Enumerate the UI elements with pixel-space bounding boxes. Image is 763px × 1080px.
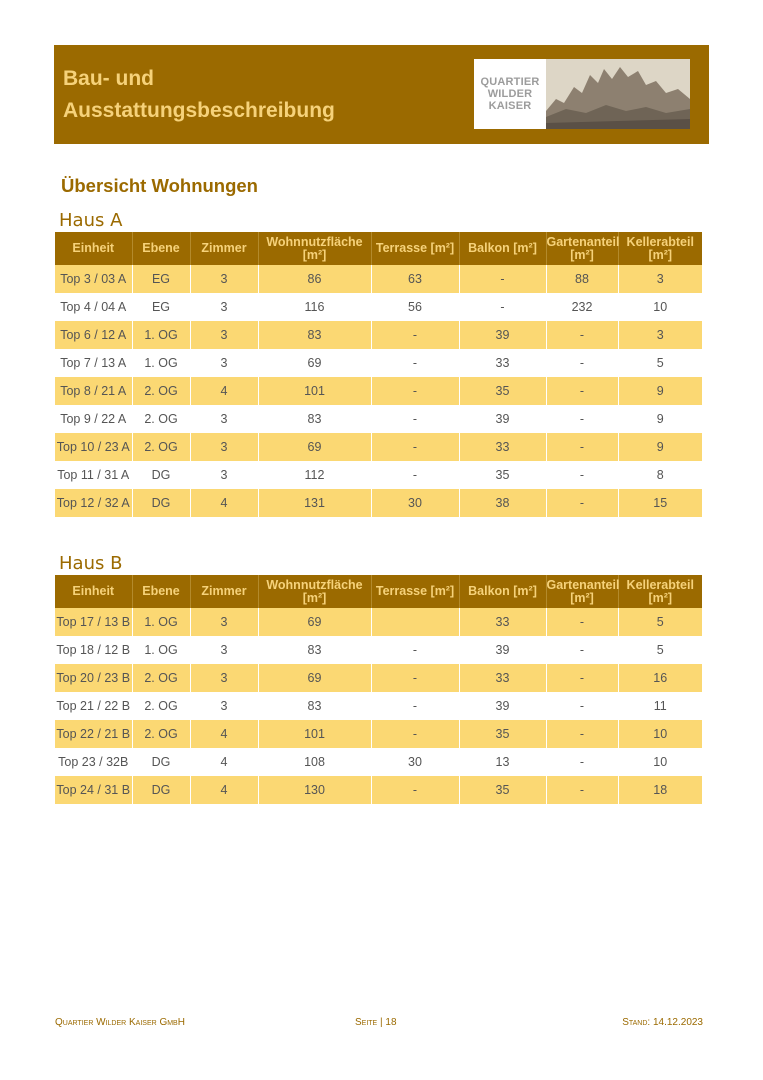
col-header-gartenanteil: Gartenanteil [m²]: [546, 575, 618, 608]
cell-wohnnutzflaeche: 131: [258, 489, 371, 517]
cell-ebene: DG: [132, 489, 190, 517]
table-row: [55, 265, 702, 293]
cell-gartenanteil: 88: [546, 265, 618, 293]
cell-zimmer: 4: [190, 720, 258, 748]
cell-gartenanteil: 232: [546, 293, 618, 321]
cell-gartenanteil: -: [546, 692, 618, 720]
cell-balkon: -: [459, 265, 546, 293]
cell-gartenanteil: -: [546, 321, 618, 349]
cell-gartenanteil: -: [546, 664, 618, 692]
cell-terrasse: -: [371, 461, 459, 489]
cell-zimmer: 4: [190, 377, 258, 405]
table-row: [55, 433, 702, 461]
cell-balkon: 39: [459, 405, 546, 433]
col-header-zimmer: Zimmer: [190, 232, 258, 265]
cell-wohnnutzflaeche: 112: [258, 461, 371, 489]
table-row: [55, 293, 702, 321]
cell-zimmer: 3: [190, 461, 258, 489]
cell-wohnnutzflaeche: 130: [258, 776, 371, 804]
col-header-ebene: Ebene: [132, 575, 190, 608]
cell-kellerabteil: 3: [618, 321, 702, 349]
cell-zimmer: 4: [190, 748, 258, 776]
cell-gartenanteil: -: [546, 776, 618, 804]
cell-kellerabteil: 18: [618, 776, 702, 804]
cell-terrasse: -: [371, 377, 459, 405]
table-row: [55, 664, 702, 692]
cell-zimmer: 4: [190, 776, 258, 804]
cell-wohnnutzflaeche: 108: [258, 748, 371, 776]
cell-terrasse: 63: [371, 265, 459, 293]
cell-kellerabteil: 9: [618, 405, 702, 433]
cell-wohnnutzflaeche: 69: [258, 349, 371, 377]
cell-terrasse: [371, 608, 459, 636]
cell-gartenanteil: -: [546, 349, 618, 377]
cell-zimmer: 3: [190, 636, 258, 664]
cell-einheit: Top 7 / 13 A: [55, 349, 132, 377]
footer-date: Stand: 14.12.2023: [622, 1017, 703, 1028]
cell-ebene: 2. OG: [132, 692, 190, 720]
cell-wohnnutzflaeche: 86: [258, 265, 371, 293]
cell-balkon: 35: [459, 461, 546, 489]
cell-zimmer: 3: [190, 321, 258, 349]
cell-terrasse: -: [371, 720, 459, 748]
table-row: [55, 608, 702, 636]
col-header-einheit: Einheit: [55, 232, 132, 265]
cell-balkon: 35: [459, 377, 546, 405]
cell-wohnnutzflaeche: 101: [258, 377, 371, 405]
cell-balkon: 38: [459, 489, 546, 517]
haus-b-title: Haus B: [59, 553, 123, 574]
cell-zimmer: 3: [190, 608, 258, 636]
cell-wohnnutzflaeche: 69: [258, 608, 371, 636]
cell-einheit: Top 21 / 22 B: [55, 692, 132, 720]
col-header-ebene: Ebene: [132, 232, 190, 265]
cell-gartenanteil: -: [546, 748, 618, 776]
cell-terrasse: 30: [371, 748, 459, 776]
cell-einheit: Top 17 / 13 B: [55, 608, 132, 636]
table-row: [55, 636, 702, 664]
cell-gartenanteil: -: [546, 489, 618, 517]
cell-zimmer: 3: [190, 405, 258, 433]
cell-balkon: -: [459, 293, 546, 321]
cell-kellerabteil: 10: [618, 748, 702, 776]
cell-wohnnutzflaeche: 83: [258, 405, 371, 433]
cell-balkon: 35: [459, 720, 546, 748]
cell-zimmer: 4: [190, 489, 258, 517]
cell-balkon: 33: [459, 608, 546, 636]
cell-zimmer: 3: [190, 692, 258, 720]
haus-a-title: Haus A: [59, 210, 123, 231]
cell-einheit: Top 11 / 31 A: [55, 461, 132, 489]
cell-zimmer: 3: [190, 664, 258, 692]
cell-gartenanteil: -: [546, 405, 618, 433]
cell-ebene: DG: [132, 461, 190, 489]
cell-ebene: 2. OG: [132, 720, 190, 748]
cell-terrasse: -: [371, 321, 459, 349]
cell-zimmer: 3: [190, 265, 258, 293]
table-row: [55, 461, 702, 489]
cell-kellerabteil: 5: [618, 608, 702, 636]
footer-page-number: Seite | 18: [355, 1017, 397, 1028]
cell-einheit: Top 18 / 12 B: [55, 636, 132, 664]
cell-einheit: Top 9 / 22 A: [55, 405, 132, 433]
cell-ebene: 2. OG: [132, 405, 190, 433]
cell-kellerabteil: 8: [618, 461, 702, 489]
cell-einheit: Top 24 / 31 B: [55, 776, 132, 804]
cell-einheit: Top 4 / 04 A: [55, 293, 132, 321]
cell-einheit: Top 6 / 12 A: [55, 321, 132, 349]
cell-balkon: 33: [459, 664, 546, 692]
cell-wohnnutzflaeche: 83: [258, 692, 371, 720]
col-header-balkon: Balkon [m²]: [459, 575, 546, 608]
cell-kellerabteil: 15: [618, 489, 702, 517]
cell-terrasse: -: [371, 692, 459, 720]
company-logo: [474, 59, 690, 129]
cell-terrasse: 56: [371, 293, 459, 321]
cell-terrasse: -: [371, 433, 459, 461]
cell-terrasse: -: [371, 664, 459, 692]
mountain-image: [546, 59, 690, 129]
cell-balkon: 33: [459, 433, 546, 461]
cell-einheit: Top 8 / 21 A: [55, 377, 132, 405]
table-row: [55, 748, 702, 776]
col-header-kellerabteil: Kellerabteil [m²]: [618, 232, 702, 265]
cell-ebene: EG: [132, 265, 190, 293]
table-header-row: [55, 232, 702, 265]
table-header-row: [55, 575, 702, 608]
col-header-terrasse: Terrasse [m²]: [371, 232, 459, 265]
cell-terrasse: 30: [371, 489, 459, 517]
document-title-line1: Bau- und: [63, 67, 154, 90]
col-header-gartenanteil: Gartenanteil [m²]: [546, 232, 618, 265]
cell-zimmer: 3: [190, 433, 258, 461]
table-row: [55, 489, 702, 517]
cell-ebene: EG: [132, 293, 190, 321]
table-row: [55, 692, 702, 720]
cell-gartenanteil: -: [546, 720, 618, 748]
cell-einheit: Top 20 / 23 B: [55, 664, 132, 692]
cell-ebene: 1. OG: [132, 636, 190, 664]
cell-balkon: 33: [459, 349, 546, 377]
cell-gartenanteil: -: [546, 433, 618, 461]
table-row: [55, 776, 702, 804]
cell-kellerabteil: 10: [618, 720, 702, 748]
section-title: Übersicht Wohnungen: [61, 175, 258, 196]
col-header-wohnnutzflaeche: Wohnnutzfläche [m²]: [258, 575, 371, 608]
col-header-balkon: Balkon [m²]: [459, 232, 546, 265]
cell-ebene: DG: [132, 748, 190, 776]
col-header-kellerabteil: Kellerabteil [m²]: [618, 575, 702, 608]
cell-ebene: 1. OG: [132, 608, 190, 636]
cell-wohnnutzflaeche: 83: [258, 321, 371, 349]
document-title: [63, 63, 335, 127]
cell-gartenanteil: -: [546, 461, 618, 489]
document-title-line2: Ausstattungsbeschreibung: [63, 99, 335, 122]
cell-einheit: Top 3 / 03 A: [55, 265, 132, 293]
cell-einheit: Top 12 / 32 A: [55, 489, 132, 517]
cell-kellerabteil: 10: [618, 293, 702, 321]
cell-gartenanteil: -: [546, 608, 618, 636]
col-header-terrasse: Terrasse [m²]: [371, 575, 459, 608]
cell-kellerabteil: 11: [618, 692, 702, 720]
cell-balkon: 35: [459, 776, 546, 804]
haus-a-table: [55, 232, 702, 517]
cell-ebene: 2. OG: [132, 664, 190, 692]
cell-zimmer: 3: [190, 293, 258, 321]
col-header-zimmer: Zimmer: [190, 575, 258, 608]
cell-wohnnutzflaeche: 69: [258, 664, 371, 692]
table-row: [55, 321, 702, 349]
cell-gartenanteil: -: [546, 377, 618, 405]
cell-terrasse: -: [371, 405, 459, 433]
cell-kellerabteil: 3: [618, 265, 702, 293]
cell-wohnnutzflaeche: 101: [258, 720, 371, 748]
cell-balkon: 13: [459, 748, 546, 776]
cell-wohnnutzflaeche: 116: [258, 293, 371, 321]
haus-b-table: [55, 575, 702, 804]
cell-einheit: Top 22 / 21 B: [55, 720, 132, 748]
cell-kellerabteil: 5: [618, 349, 702, 377]
cell-ebene: 1. OG: [132, 321, 190, 349]
cell-balkon: 39: [459, 321, 546, 349]
cell-kellerabteil: 5: [618, 636, 702, 664]
cell-einheit: Top 23 / 32B: [55, 748, 132, 776]
cell-zimmer: 3: [190, 349, 258, 377]
footer-company: Quartier Wilder Kaiser GmbH: [55, 1017, 185, 1028]
cell-balkon: 39: [459, 636, 546, 664]
table-row: [55, 405, 702, 433]
haus-a-table-body: [55, 265, 702, 517]
col-header-einheit: Einheit: [55, 575, 132, 608]
cell-ebene: 2. OG: [132, 433, 190, 461]
cell-wohnnutzflaeche: 69: [258, 433, 371, 461]
cell-kellerabteil: 9: [618, 433, 702, 461]
table-row: [55, 377, 702, 405]
cell-einheit: Top 10 / 23 A: [55, 433, 132, 461]
table-row: [55, 349, 702, 377]
cell-terrasse: -: [371, 349, 459, 377]
cell-ebene: 1. OG: [132, 349, 190, 377]
cell-kellerabteil: 9: [618, 377, 702, 405]
haus-b-table-body: [55, 608, 702, 804]
cell-terrasse: -: [371, 776, 459, 804]
table-row: [55, 720, 702, 748]
cell-ebene: DG: [132, 776, 190, 804]
cell-balkon: 39: [459, 692, 546, 720]
cell-kellerabteil: 16: [618, 664, 702, 692]
cell-wohnnutzflaeche: 83: [258, 636, 371, 664]
page-header: [54, 45, 709, 144]
cell-gartenanteil: -: [546, 636, 618, 664]
cell-terrasse: -: [371, 636, 459, 664]
col-header-wohnnutzflaeche: Wohnnutzfläche [m²]: [258, 232, 371, 265]
logo-wordmark: QUARTIER WILDER KAISER: [474, 59, 546, 129]
cell-ebene: 2. OG: [132, 377, 190, 405]
